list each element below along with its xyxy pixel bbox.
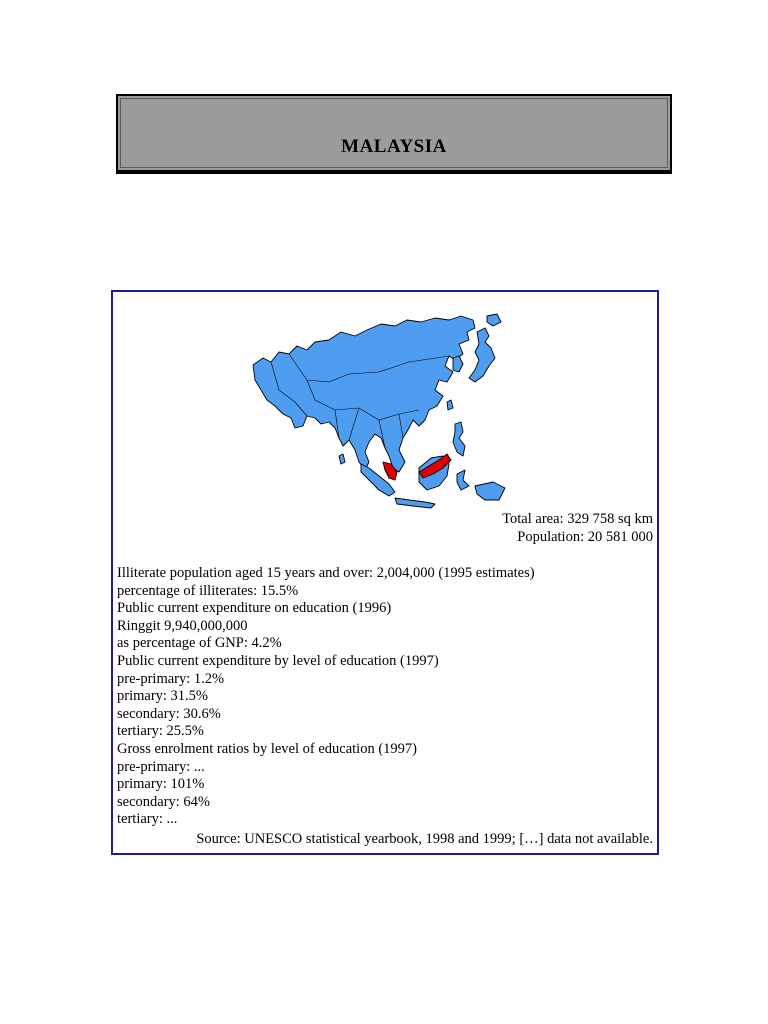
stat-line: tertiary: 25.5% bbox=[117, 723, 204, 740]
stat-line: Public current expenditure on education (1996) bbox=[117, 600, 392, 617]
stat-line: pre-primary: 1.2% bbox=[117, 670, 225, 687]
taiwan bbox=[447, 400, 453, 410]
philippines bbox=[453, 422, 465, 456]
sulawesi bbox=[457, 470, 469, 490]
stat-line: Gross enrolment ratios by level of education (1997) bbox=[117, 740, 417, 757]
java bbox=[395, 498, 435, 508]
sri-lanka bbox=[339, 454, 345, 464]
korea bbox=[453, 356, 463, 372]
asia-mainland bbox=[253, 316, 475, 472]
stat-line: Illiterate population aged 15 years and over: 2,004,000 (1995 estimates) bbox=[117, 565, 535, 581]
population: Population: 20 581 000 bbox=[517, 529, 653, 545]
stat-line: percentage of illiterates: 15.5% bbox=[117, 582, 299, 599]
country-info-panel bbox=[111, 290, 659, 855]
stat-line: primary: 101% bbox=[117, 776, 205, 793]
source-note: Source: UNESCO statistical yearbook, 1998 and 1999; […] data not available. bbox=[196, 831, 653, 847]
asia-map-icon bbox=[249, 310, 507, 510]
page-title: MALAYSIA bbox=[341, 136, 447, 157]
stat-line: primary: 31.5% bbox=[117, 688, 209, 705]
stat-line: as percentage of GNP: 4.2% bbox=[117, 635, 282, 652]
japan bbox=[469, 328, 495, 382]
education-stats bbox=[117, 565, 535, 829]
title-box bbox=[116, 94, 672, 174]
new-guinea bbox=[475, 482, 505, 500]
hokkaido bbox=[487, 314, 501, 326]
stat-line: secondary: 64% bbox=[117, 793, 211, 810]
stat-line: secondary: 30.6% bbox=[117, 705, 221, 722]
stat-line: Ringgit 9,940,000,000 bbox=[117, 617, 248, 634]
stat-line: pre-primary: ... bbox=[117, 758, 205, 775]
stat-line: Public current expenditure by level of education (1997) bbox=[117, 652, 439, 669]
stat-line: tertiary: ... bbox=[117, 811, 178, 828]
area-info bbox=[502, 510, 653, 546]
total-area: Total area: 329 758 sq km bbox=[502, 511, 653, 527]
